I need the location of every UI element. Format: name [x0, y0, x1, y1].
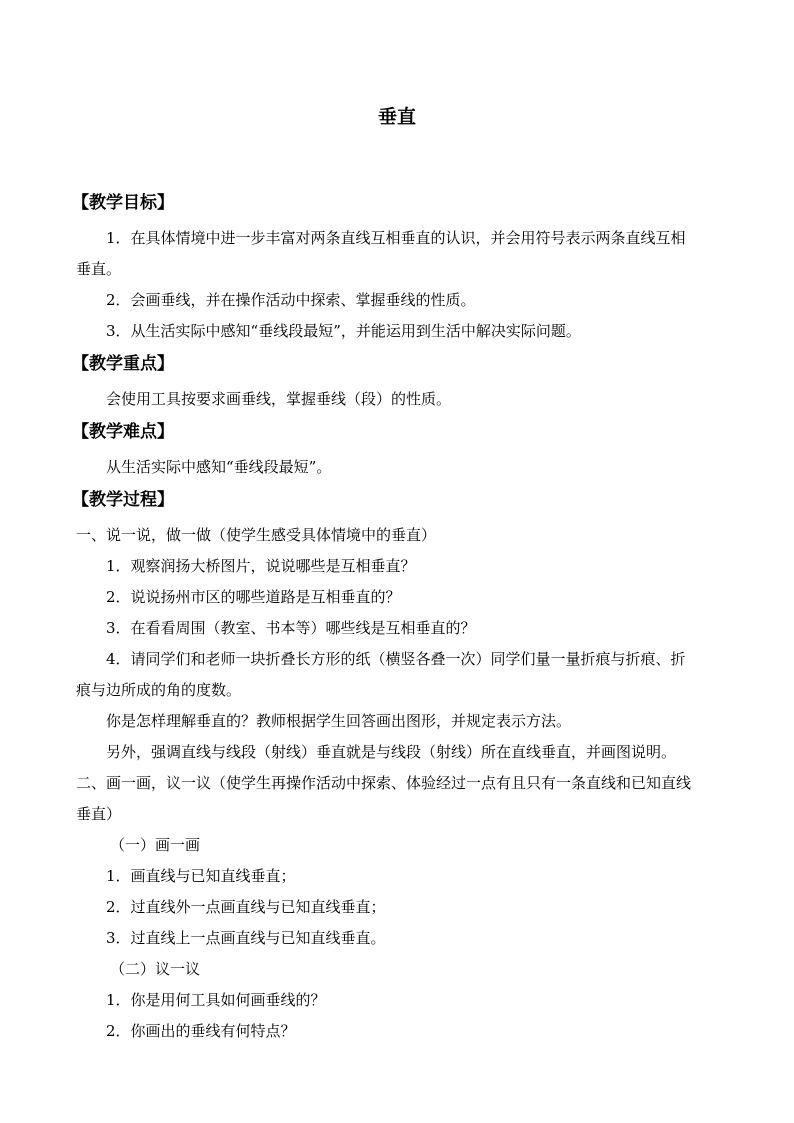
document-title: 垂直	[377, 106, 416, 128]
process-part2-title-cont: 垂直）	[76, 805, 122, 823]
heading-process: 【教学过程】	[72, 490, 174, 510]
document-body	[72, 186, 726, 1047]
part2-sub1-item-3: 3．过直线上一点画直线与已知直线垂直。	[106, 929, 386, 947]
heading-difficulties: 【教学难点】	[72, 422, 174, 442]
goal-item-1: 1．在具体情境中进一步丰富对两条直线互相垂直的认识，并会用符号表示两条直线互相	[106, 229, 686, 247]
part2-sub2-item-1: 1．你是用何工具如何画垂线的？	[106, 991, 326, 1009]
process-part2-title: 二、画一画，议一议（使学生再操作活动中探索、体验经过一点有且只有一条直线和已知直线	[76, 774, 692, 792]
part1-paragraph-2: 另外，强调直线与线段（射线）垂直就是与线段（射线）所在直线垂直，并画图说明。	[106, 743, 677, 761]
part2-sub2-title: （二）议一议	[110, 960, 201, 978]
part1-item-2: 2．说说扬州市区的哪些道路是互相垂直的？	[106, 588, 401, 606]
part1-item-4-cont: 痕与边所成的角的度数。	[76, 681, 242, 699]
goal-item-1-cont: 垂直。	[76, 260, 122, 278]
part1-item-1: 1．观察润扬大桥图片，说说哪些是互相垂直？	[106, 557, 416, 575]
difficulties-text: 从生活实际中感知“垂线段最短”。	[106, 458, 332, 476]
part2-sub1-title: （一）画一画	[110, 836, 201, 854]
heading-key-points: 【教学重点】	[72, 354, 174, 374]
goal-item-3: 3．从生活实际中感知“垂线段最短”，并能运用到生活中解决实际问题。	[106, 322, 581, 340]
part1-paragraph-1: 你是怎样理解垂直的？教师根据学生回答画出图形，并规定表示方法。	[106, 712, 572, 730]
key-points-text: 会使用工具按要求画垂线，掌握垂线（段）的性质。	[106, 390, 452, 408]
goal-item-2: 2．会画垂线，并在操作活动中探索、掌握垂线的性质。	[106, 291, 476, 309]
process-part1-title: 一、说一说，做一做（使学生感受具体情境中的垂直）	[76, 526, 437, 544]
part1-item-4: 4．请同学们和老师一块折叠长方形的纸（横竖各叠一次）同学们量一量折痕与折痕、折	[106, 650, 686, 668]
part2-sub2-item-2: 2．你画出的垂线有何特点？	[106, 1022, 296, 1040]
part2-sub1-item-2: 2．过直线外一点画直线与已知直线垂直；	[106, 898, 386, 916]
part1-item-3: 3．在看看周围（教室、书本等）哪些线是互相垂直的？	[106, 619, 476, 637]
heading-goals: 【教学目标】	[72, 193, 174, 213]
part2-sub1-item-1: 1．画直线与已知直线垂直；	[106, 867, 296, 885]
